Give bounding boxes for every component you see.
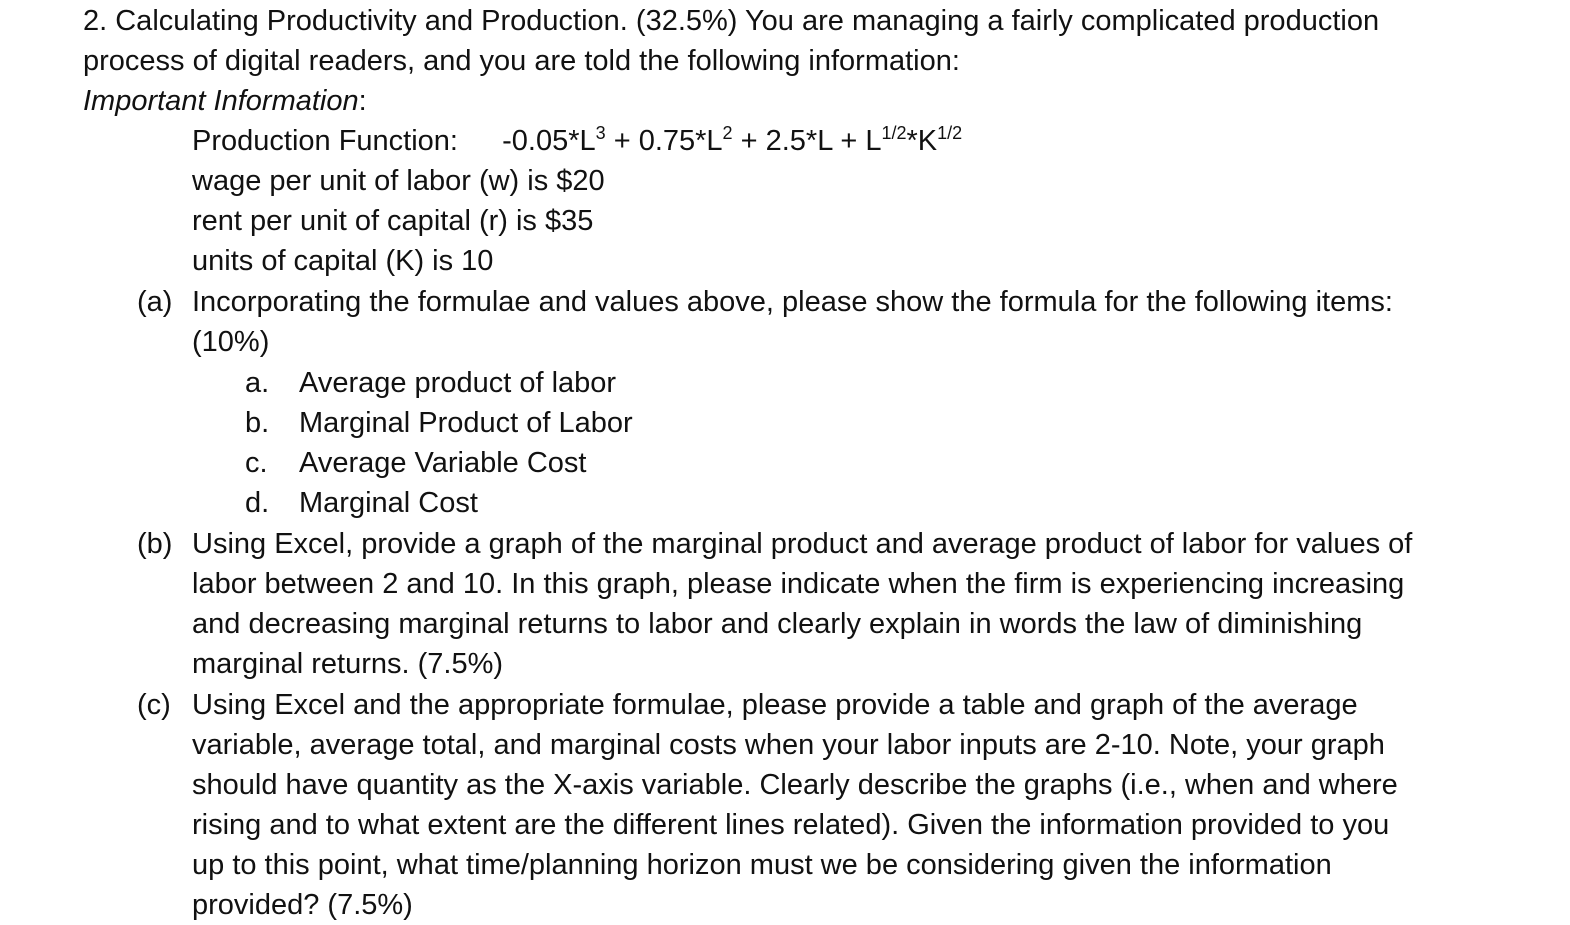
part-a-item-b-text: Marginal Product of Labor bbox=[299, 407, 633, 439]
important-info-heading bbox=[83, 81, 367, 121]
part-b-marker: (b) bbox=[137, 528, 173, 560]
part-b-line-1: Using Excel, provide a graph of the marginal product and average product of labor for values of bbox=[192, 528, 1413, 560]
question-heading: 2. Calculating Productivity and Production. (32.5%) You are managing a fairly complicated production bbox=[83, 5, 1380, 37]
part-a-line-1: Incorporating the formulae and values above, please show the formula for the following items: bbox=[192, 286, 1393, 318]
part-a-item-a-marker: a. bbox=[245, 367, 270, 399]
important-info-colon: : bbox=[358, 85, 367, 117]
part-a-line-2: (10%) bbox=[192, 326, 270, 358]
capital-info: units of capital (K) is 10 bbox=[192, 245, 494, 277]
production-function-label: Production Function: bbox=[192, 125, 458, 157]
part-c-marker: (c) bbox=[137, 689, 171, 721]
production-function-formula: $-0.05*L^3 + 0.75*L^2 + 2.5*L + L^{1/2}*K^{1/2}$ bbox=[502, 123, 963, 157]
part-a-item-a-text: Average product of labor bbox=[299, 367, 617, 399]
part-c-line-4: rising and to what extent are the different lines related). Given the information provided to you bbox=[192, 809, 1390, 841]
question-intro: process of digital readers, and you are told the following information: bbox=[83, 45, 960, 77]
part-c-line-2: variable, average total, and marginal costs when your labor inputs are 2-10. Note, your graph bbox=[192, 729, 1385, 761]
part-b-line-3: and decreasing marginal returns to labor and clearly explain in words the law of diminishing bbox=[192, 608, 1363, 640]
part-b-line-2: labor between 2 and 10. In this graph, please indicate when the firm is experiencing increasing bbox=[192, 568, 1405, 600]
production-function bbox=[192, 121, 962, 161]
important-info-label: Important Information bbox=[83, 85, 359, 117]
part-b-line-4: marginal returns. (7.5%) bbox=[192, 648, 504, 680]
part-a-item-d-marker: d. bbox=[245, 487, 270, 519]
part-c-line-6: provided? (7.5%) bbox=[192, 889, 413, 921]
part-a-marker: (a) bbox=[137, 286, 173, 318]
part-a-item-c-text: Average Variable Cost bbox=[299, 447, 587, 479]
part-a-item-b-marker: b. bbox=[245, 407, 270, 439]
part-c-line-3: should have quantity as the X-axis variable. Clearly describe the graphs (i.e., when and where bbox=[192, 769, 1398, 801]
wage-info: wage per unit of labor (w) is $20 bbox=[192, 165, 605, 197]
part-a-item-d-text: Marginal Cost bbox=[299, 487, 478, 519]
part-c-line-1: Using Excel and the appropriate formulae, please provide a table and graph of the average bbox=[192, 689, 1358, 721]
part-a-item-c-marker: c. bbox=[245, 447, 268, 479]
part-c-line-5: up to this point, what time/planning horizon must we be considering given the information bbox=[192, 849, 1332, 881]
rent-info: rent per unit of capital (r) is $35 bbox=[192, 205, 594, 237]
